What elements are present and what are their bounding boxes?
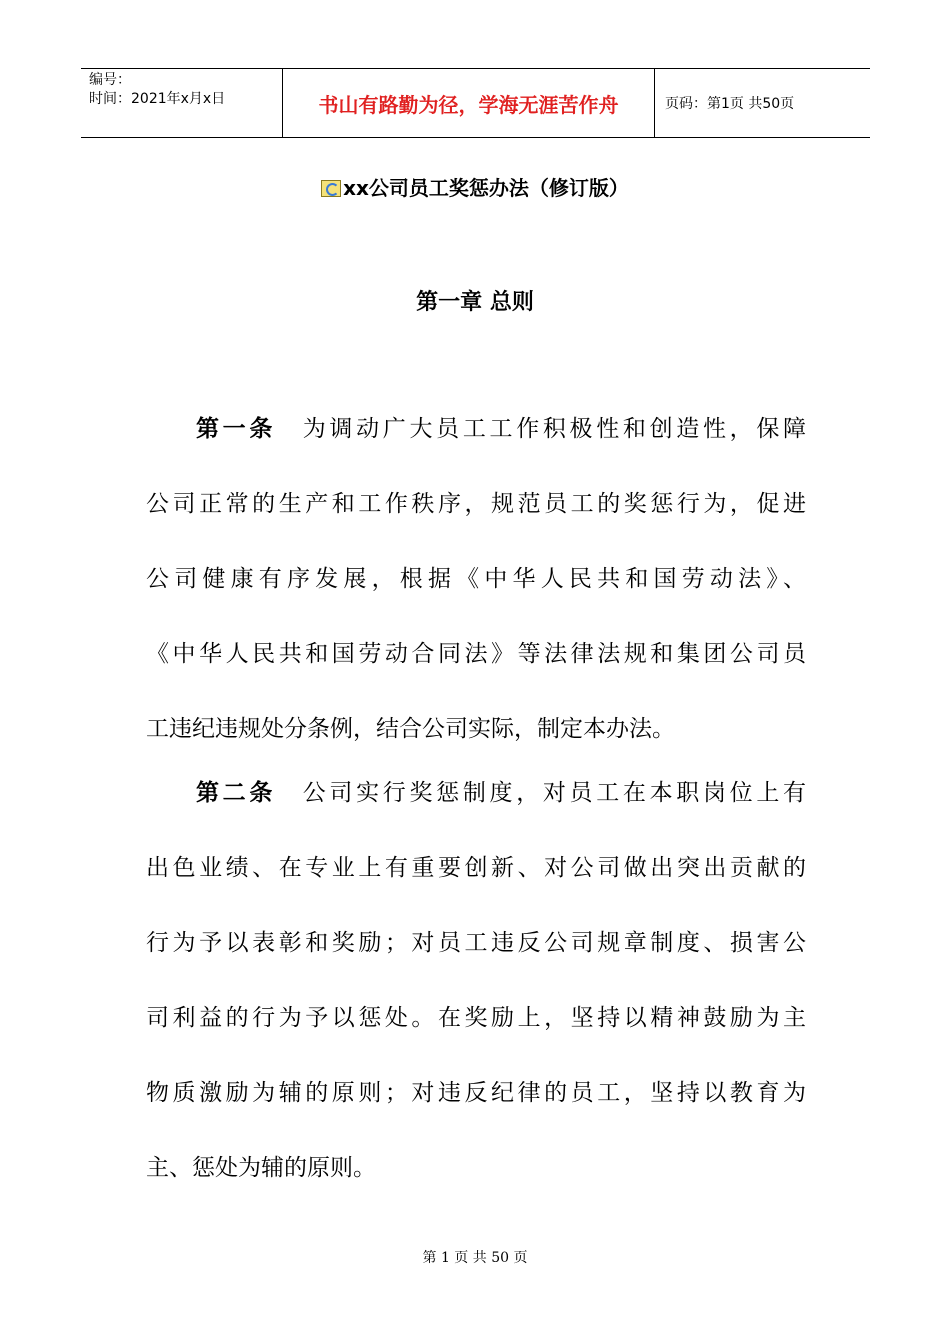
article-2-line-6: 主、惩处为辅的原则。 xyxy=(146,1155,376,1181)
chapter-heading: 第一章 总则 xyxy=(416,290,534,315)
motto-text: 书山有路勤为径，学海无涯苦作舟 xyxy=(318,92,619,117)
article-1-line-1 xyxy=(196,410,806,443)
embedded-object-icon xyxy=(321,180,341,197)
number-label: 编号： xyxy=(89,72,131,88)
article-2-line-5: 物质激励为辅的原则；对违反纪律的员工，坚持以教育为 xyxy=(146,1080,806,1106)
header-page-cell xyxy=(655,69,870,137)
article-1-line-2: 公司正常的生产和工作秩序，规范员工的奖惩行为，促进 xyxy=(146,491,806,517)
article-1-label: 第一条 xyxy=(196,416,277,442)
article-2-line-3: 行为予以表彰和奖励；对员工违反公司规章制度、损害公 xyxy=(146,930,806,956)
header-meta-cell xyxy=(81,69,282,137)
article-2-line-1 xyxy=(196,774,806,807)
page-info: 页码：第1页 共50页 xyxy=(665,96,795,112)
article-1-line-5: 工违纪违规处分条例，结合公司实际，制定本办法。 xyxy=(146,716,675,742)
article-2-label: 第二条 xyxy=(196,780,277,806)
page-footer: 第 1 页 共 50 页 xyxy=(422,1250,528,1266)
article-2-text-1: 公司实行奖惩制度，对员工在本职岗位上有 xyxy=(302,780,807,806)
article-2-line-4: 司利益的行为予以惩处。在奖励上，坚持以精神鼓励为主 xyxy=(146,1005,806,1031)
article-1-line-4: 《中华人民共和国劳动合同法》等法律法规和集团公司员 xyxy=(146,641,806,667)
time-label: 时间：2021年x月x日 xyxy=(89,91,226,107)
document-title xyxy=(0,172,950,201)
header-table xyxy=(81,68,870,138)
article-1-text-1: 为调动广大员工工作积极性和创造性，保障 xyxy=(302,416,807,442)
document-title-text: xx公司员工奖惩办法（修订版） xyxy=(343,176,629,200)
header-motto-cell xyxy=(282,69,655,137)
article-2-line-2: 出色业绩、在专业上有重要创新、对公司做出突出贡献的 xyxy=(146,855,806,881)
article-1-line-3: 公司健康有序发展，根据《中华人民共和国劳动法》、 xyxy=(146,566,806,592)
